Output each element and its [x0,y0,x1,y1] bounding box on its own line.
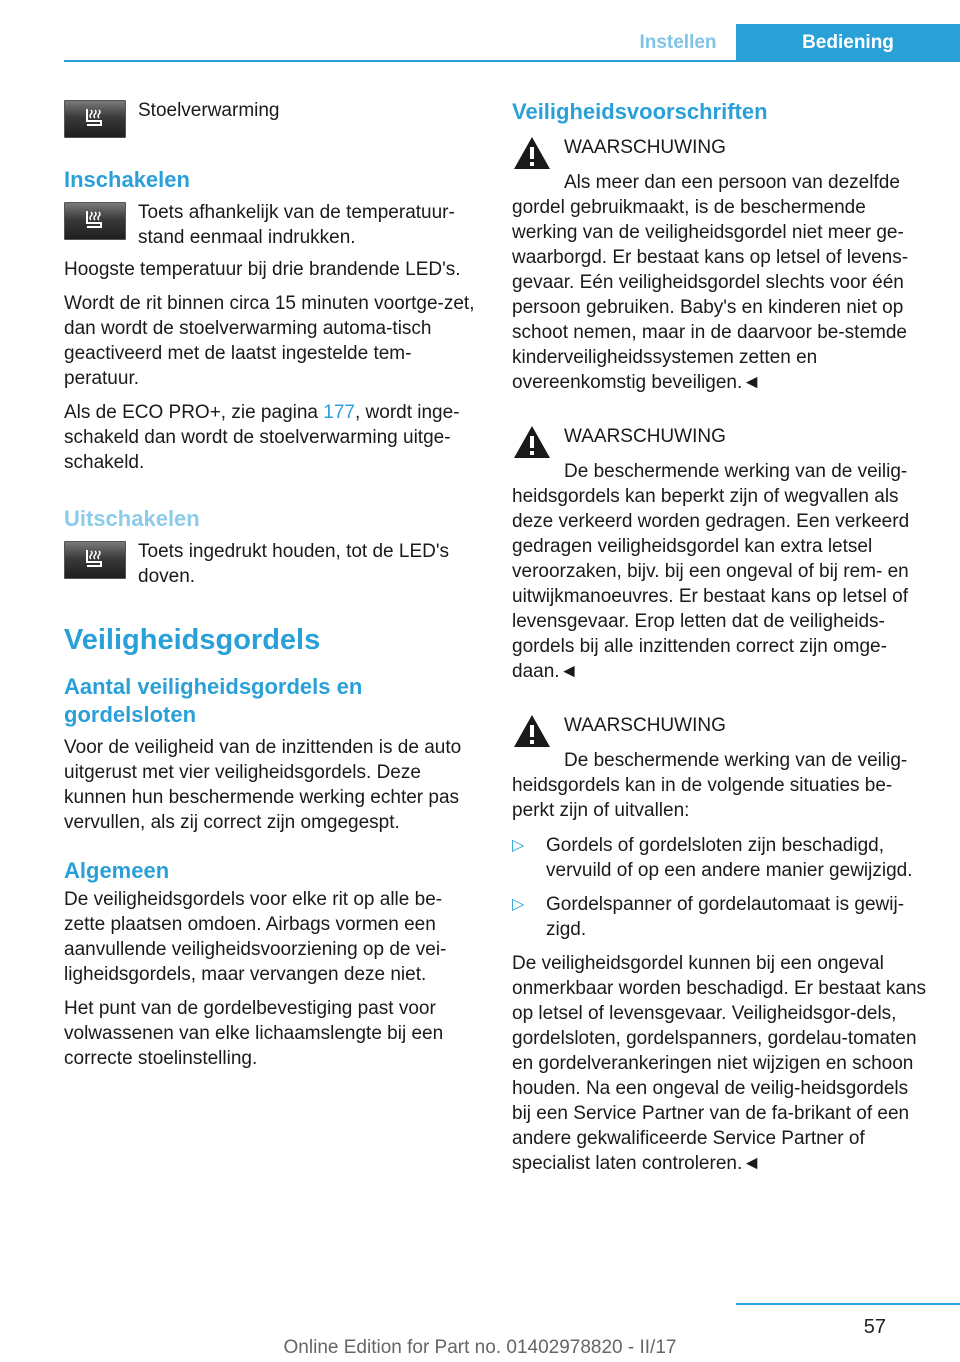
inschakelen-instruction [64,200,482,250]
seat-heating-intro [64,98,482,138]
inschakelen-text: Toets afhankelijk van de temperatuur-stand eenmaal indrukken. [138,202,455,248]
heading-aantal-gordels: Aantal veiligheidsgordels en gordelsloten [64,674,363,727]
uitschakelen-text: Toets ingedrukt houden, tot de LED's doven. [138,541,449,587]
seat-heating-button-icon [64,202,126,240]
heading-veiligheidsgordels: Veiligheidsgordels [64,624,321,656]
page-number: 57 [863,1316,886,1338]
list-item: ▷ Gordels of gordelsloten zijn beschadigd, vervuild of op een andere manier gewijzigd. [512,835,913,881]
warning-body: De beschermende werking van de veilig-heidsgordels kan beperkt zijn of wegvallen als deze verkeerd worden gedragen. Een verkeerd gedragen veiligheidsgordel kan extra letsel veroorzaken, bijv. bij een ongeval of bij rem- en uitwijkmanoeuvres. Er bestaat kans op letsel of levensgevaar. Erop letten dat de veiligheids-gordels bij alle inzittenden correct zijn omge-daan.◄ [512,461,910,682]
header-tab-instellen[interactable]: Instellen [639,32,717,53]
header-tab-bediening[interactable]: Bediening [736,24,960,61]
warning-2 [512,421,928,460]
left-column [64,98,482,1080]
warning-heading: WAARSCHUWING [564,426,726,447]
footer-rule [736,1303,960,1305]
seat-heating-button-icon [64,100,126,138]
heading-uitschakelen: Uitschakelen [64,506,200,531]
list-item: ▷ Gordelspanner of gordelautomaat is gewij-zigd. [512,894,905,940]
triangle-bullet-icon: ▷ [512,837,525,854]
warning-triangle-icon [512,135,552,171]
edition-note: Online Edition for Part no. 01402978820 - II/17 [283,1337,677,1358]
warning-body: Als meer dan een persoon van dezelfde gordel gebruikmaakt, is de beschermende werking van de veiligheidsgordel niet meer ge-waarborgd. Er bestaat kans op letsel of levens-gevaar. Eén veiligheidsgordel slechts voor één persoon gebruiken. Baby's en kinderen niet op schoot nemen, maar in de daarvoor be-stemde kinderveiligheidssystemen zetten en overeenkomstig beveiligen.◄ [512,172,909,393]
paragraph: De veiligheidsgordels voor elke rit op alle be-zette plaatsen omdoen. Airbags vormen een aanvullende veiligheidsvoorziening op de vei-ligheidsgordels, maar vervangen deze niet. [64,889,447,985]
paragraph: Het punt van de gordelbevestiging past voor volwassenen van elke lichaamslengte bij een correcte stoelinstelling. [64,998,444,1069]
seat-heating-button-icon [64,541,126,579]
right-column [512,98,928,1185]
paragraph: Wordt de rit binnen circa 15 minuten voortge-zet, dan wordt de stoelverwarming automa-tisch geactiveerd met de laatst ingestelde tem-peratuur. [64,293,475,389]
warning-triangle-icon [512,424,552,460]
warning-body: De beschermende werking van de veilig-heidsgordels kan in de volgende situaties be-perkt zijn of uitvallen: [512,750,908,821]
uitschakelen-instruction [64,539,482,589]
warning-triangle-icon [512,713,552,749]
paragraph: Voor de veiligheid van de inzittenden is de auto uitgerust met vier veiligheidsgordels. Deze kunnen hun beschermende werking echter pas vervullen, als zij correct zijn omgegespt. [64,737,462,833]
seat-heating-label: Stoelverwarming [138,100,280,121]
warning-1 [512,132,928,171]
page-link-177[interactable]: 177 [323,402,355,423]
paragraph: Hoogste temperatuur bij drie brandende LED's. [64,259,461,280]
heading-veiligheidsvoorschriften: Veiligheidsvoorschriften [512,99,768,124]
paragraph-closing: De veiligheidsgordel kunnen bij een ongeval onmerkbaar worden beschadigd. Er bestaat kans op letsel of levensgevaar. Veiligheidsgor-dels, gordelsloten, gordelspanners, gordelau-tomaten en gordelverankeringen niet wijzigen en schoon houden. Na een ongeval de veilig-heidsgordels bij een Service Partner van de fa-brikant of een andere gekwalificeerde Service Partner of specialist laten controleren.◄ [512,953,927,1174]
paragraph-eco-pro: Als de ECO PRO+, zie pagina 177, wordt inge-schakeld dan wordt de stoelverwarming uitge-schakeld. [64,402,460,473]
header-rule [64,60,960,62]
triangle-bullet-icon: ▷ [512,896,525,913]
warning-heading: WAARSCHUWING [564,715,726,736]
heading-algemeen: Algemeen [64,858,170,883]
warning-3 [512,710,928,749]
heading-inschakelen: Inschakelen [64,167,190,192]
warning-heading: WAARSCHUWING [564,137,726,158]
